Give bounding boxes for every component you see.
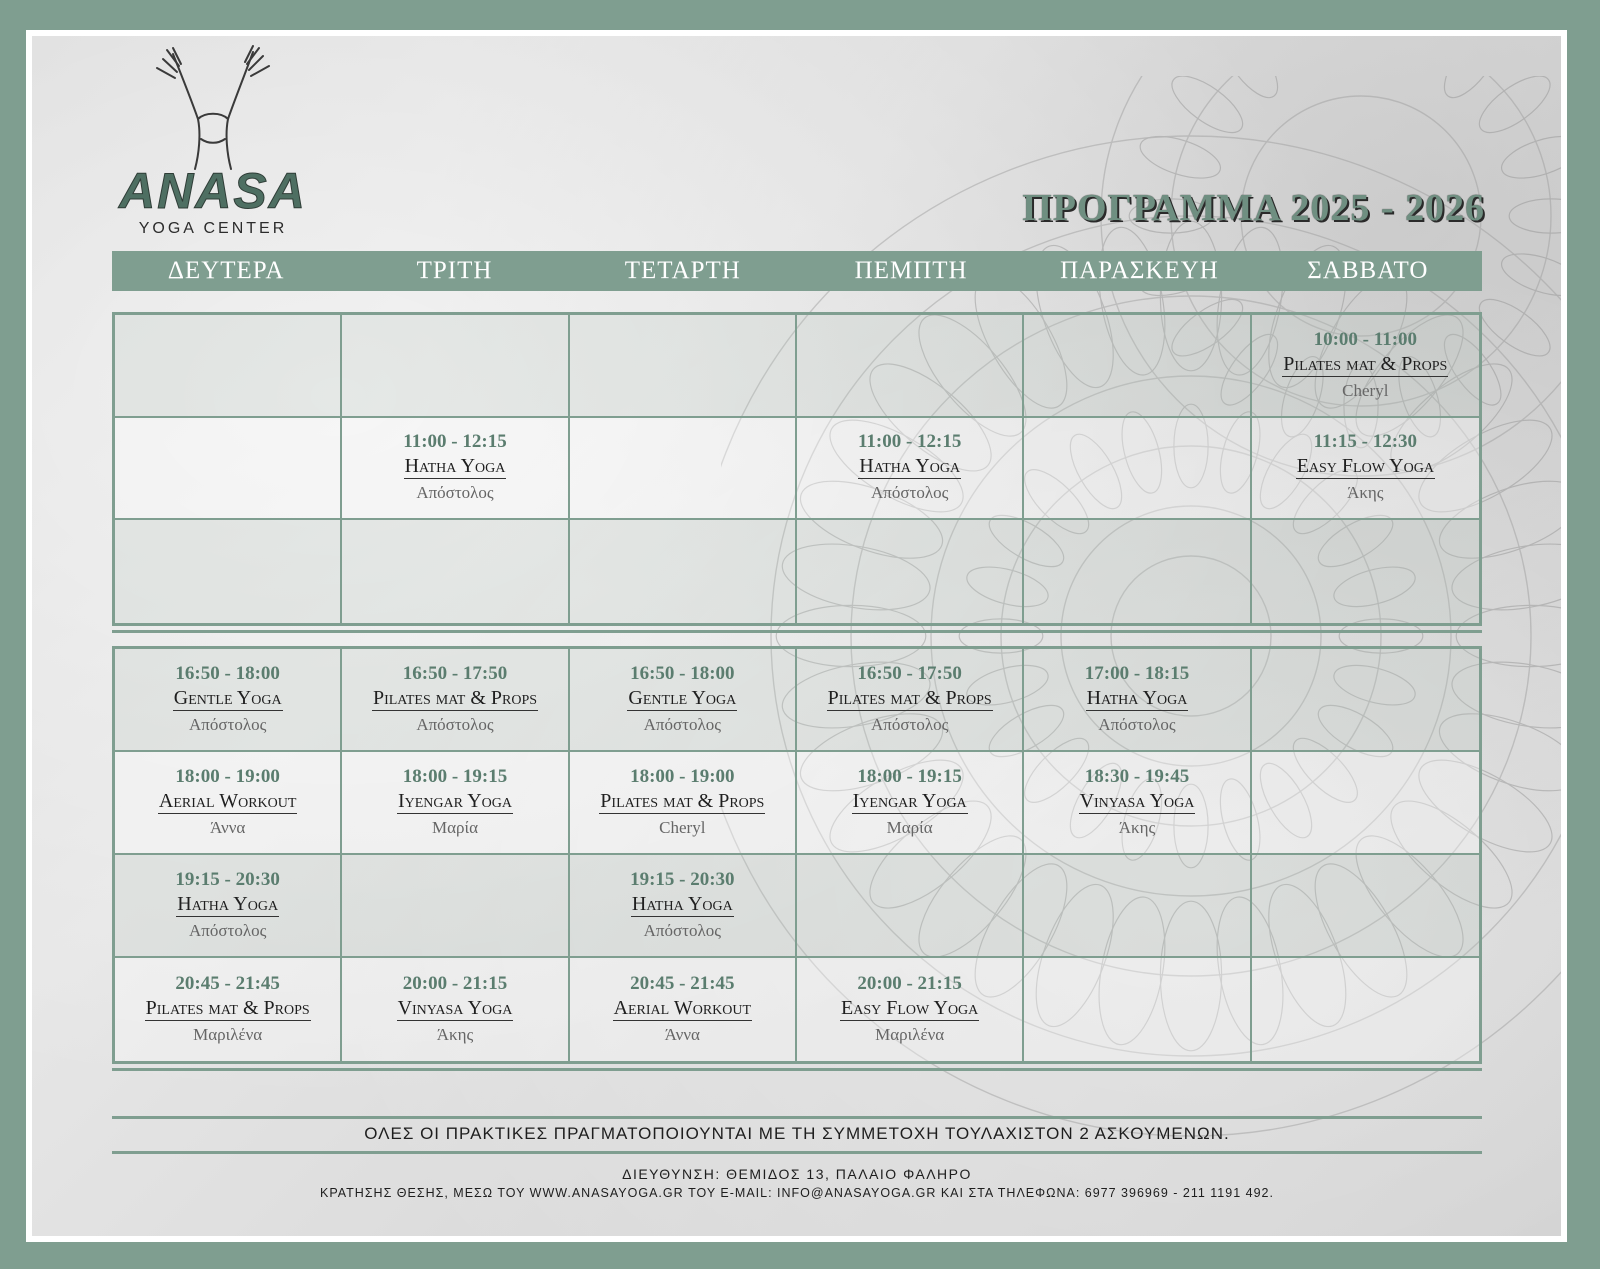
empty-slot: [1024, 418, 1251, 521]
day-wednesday: ΤΕΤΑΡΤΗ: [624, 257, 741, 284]
class-slot: [1024, 752, 1251, 855]
logo: [118, 44, 308, 244]
instructor-name: Απόστολος: [870, 715, 949, 734]
instructor-name: Cheryl: [659, 818, 706, 837]
instructor-name: Απόστολος: [643, 715, 721, 734]
class-slot: [115, 958, 342, 1061]
class-time: 16:50 - 18:00: [175, 663, 280, 684]
class-name: Vinyasa Yoga: [397, 997, 513, 1019]
class-time: 11:00 - 12:15: [857, 431, 962, 453]
class-name: Gentle Yoga: [628, 687, 737, 709]
instructor-name: Μαριλένα: [875, 1025, 945, 1044]
booking-info: ΚΡΑΤΗΣΗΣ ΘΕΣΗΣ, ΜΕΣΩ ΤΟΥ WWW.ANASAYOGA.GR ΤΟΥ E-MAIL: INFO@ANASAYOGA.GR ΚΑΙ ΣΤΑ ΤΗΛΕΦΩΝΑ: 6977 396969 - 211 1191 492.: [320, 1186, 1274, 1200]
empty-slot: [570, 520, 797, 623]
instructor-name: Άκης: [1118, 818, 1156, 837]
class-name: Easy Flow Yoga: [841, 997, 979, 1019]
class-time: 11:00 - 12:15: [403, 431, 507, 453]
instructor-name: Άννα: [664, 1025, 700, 1044]
class-slot: [115, 752, 342, 855]
schedule-sheet: [32, 36, 1561, 1236]
class-name: Vinyasa Yoga: [1079, 790, 1195, 812]
morning-schedule: [112, 312, 1482, 626]
empty-slot: [570, 418, 797, 521]
class-slot: [342, 649, 569, 752]
class-name: Gentle Yoga: [173, 687, 282, 709]
class-time: 18:00 - 19:15: [402, 766, 508, 787]
class-slot: [1252, 315, 1479, 418]
class-name: Aerial Workout: [613, 997, 752, 1019]
class-name: Hatha Yoga: [1086, 687, 1188, 709]
empty-slot: [797, 520, 1024, 623]
instructor-name: Μαριλένα: [193, 1025, 263, 1044]
empty-slot: [115, 418, 342, 521]
day-tuesday: ΤΡΙΤΗ: [416, 257, 493, 284]
class-time: 20:00 - 21:15: [402, 973, 508, 994]
class-name: Iyengar Yoga: [852, 790, 967, 812]
day-saturday: ΣΑΒΒΑΤΟ: [1307, 257, 1429, 284]
divider: [112, 1151, 1482, 1154]
day-friday: ΠΑΡΑΣΚΕΥΗ: [1060, 257, 1219, 284]
instructor-name: Άκης: [1347, 483, 1384, 503]
empty-slot: [1024, 520, 1251, 623]
page-frame: [26, 30, 1567, 1242]
empty-slot: [797, 315, 1024, 418]
instructor-name: Απόστολος: [416, 483, 494, 503]
class-time: 20:45 - 21:45: [175, 973, 280, 994]
class-slot: [797, 958, 1024, 1061]
instructor-name: Απόστολος: [188, 715, 267, 734]
instructor-name: Απόστολος: [1098, 715, 1176, 734]
class-time: 16:50 - 18:00: [630, 663, 735, 684]
divider: [112, 1116, 1482, 1119]
participation-notice: ΟΛΕΣ ΟΙ ΠΡΑΚΤΙΚΕΣ ΠΡΑΓΜΑΤΟΠΟΙΟΥΝΤΑΙ ΜΕ ΤΗ ΣΥΜΜΕΤΟΧΗ ΤΟΥΛΑΧΙΣΤΟΝ 2 ΑΣΚΟΥΜΕΝΩΝ.: [364, 1124, 1230, 1143]
empty-slot: [1252, 520, 1479, 623]
empty-slot: [115, 520, 342, 623]
instructor-name: Άννα: [210, 818, 246, 837]
class-slot: [570, 958, 797, 1061]
class-slot: [342, 418, 569, 521]
instructor-name: Άκης: [436, 1025, 474, 1044]
divider: [112, 630, 1482, 633]
class-slot: [342, 958, 569, 1061]
empty-slot: [1252, 958, 1479, 1061]
evening-schedule: [112, 646, 1482, 1064]
class-time: 16:50 - 17:50: [857, 663, 962, 684]
class-name: Easy Flow Yoga: [1296, 455, 1434, 478]
class-name: Aerial Workout: [158, 790, 297, 812]
class-slot: [342, 752, 569, 855]
class-slot: [1252, 418, 1479, 521]
class-name: Pilates mat & Props: [600, 790, 765, 812]
class-slot: [115, 649, 342, 752]
class-time: 18:00 - 19:15: [857, 766, 962, 787]
instructor-name: Μαρία: [886, 818, 933, 837]
class-slot: [115, 855, 342, 958]
class-slot: [797, 752, 1024, 855]
divider: [112, 1068, 1482, 1071]
class-name: Pilates mat & Props: [145, 997, 310, 1019]
class-slot: [797, 649, 1024, 752]
class-name: Hatha Yoga: [859, 455, 961, 478]
day-monday: ΔΕΥΤΕΡΑ: [167, 257, 285, 284]
brand-tagline: YOGA CENTER: [138, 220, 288, 237]
class-name: Hatha Yoga: [177, 893, 279, 915]
class-time: 18:00 - 19:00: [630, 766, 735, 787]
empty-slot: [1252, 752, 1479, 855]
day-thursday: ΠΕΜΠΤΗ: [854, 257, 968, 284]
class-slot: [570, 752, 797, 855]
empty-slot: [1024, 315, 1251, 418]
class-time: 16:50 - 17:50: [402, 663, 508, 684]
brand-name: ANASA: [119, 163, 307, 219]
yoga-figure-icon: [143, 44, 283, 174]
class-slot: [1024, 649, 1251, 752]
class-name: Pilates mat & Props: [1283, 352, 1448, 375]
instructor-name: Cheryl: [1342, 380, 1389, 400]
empty-slot: [1252, 649, 1479, 752]
class-name: Pilates mat & Props: [827, 687, 992, 709]
class-slot: [797, 418, 1024, 521]
class-time: 20:45 - 21:45: [630, 973, 735, 994]
class-name: Hatha Yoga: [404, 455, 506, 478]
instructor-name: Απόστολος: [643, 921, 721, 940]
class-name: Iyengar Yoga: [397, 790, 512, 812]
empty-slot: [342, 520, 569, 623]
page-title: ΠΡΟΓΡΑΜΜΑ 2025 - 2026: [1022, 187, 1485, 229]
address: ΔΙΕΥΘΥΝΣΗ: ΘΕΜΙΔΟΣ 13, ΠΑΛΑΙΟ ΦΑΛΗΡΟ: [622, 1166, 972, 1182]
empty-slot: [1024, 855, 1251, 958]
class-time: 19:15 - 20:30: [630, 869, 735, 890]
empty-slot: [115, 315, 342, 418]
class-time: 11:15 - 12:30: [1313, 431, 1418, 453]
class-time: 20:00 - 21:15: [857, 973, 962, 994]
empty-slot: [570, 315, 797, 418]
empty-slot: [1252, 855, 1479, 958]
class-name: Hatha Yoga: [631, 893, 733, 915]
class-name: Pilates mat & Props: [372, 687, 538, 709]
empty-slot: [797, 855, 1024, 958]
instructor-name: Απόστολος: [416, 715, 494, 734]
class-time: 19:15 - 20:30: [175, 869, 280, 890]
empty-slot: [342, 315, 569, 418]
class-time: 17:00 - 18:15: [1084, 663, 1190, 684]
class-time: 10:00 - 11:00: [1313, 328, 1418, 350]
empty-slot: [1024, 958, 1251, 1061]
instructor-name: Μαρία: [431, 818, 478, 837]
empty-slot: [342, 855, 569, 958]
class-time: 18:30 - 19:45: [1084, 766, 1190, 787]
class-slot: [570, 855, 797, 958]
day-header: [112, 251, 1482, 291]
class-slot: [570, 649, 797, 752]
instructor-name: Απόστολος: [188, 921, 267, 940]
class-time: 18:00 - 19:00: [175, 766, 280, 787]
instructor-name: Απόστολος: [870, 483, 949, 503]
